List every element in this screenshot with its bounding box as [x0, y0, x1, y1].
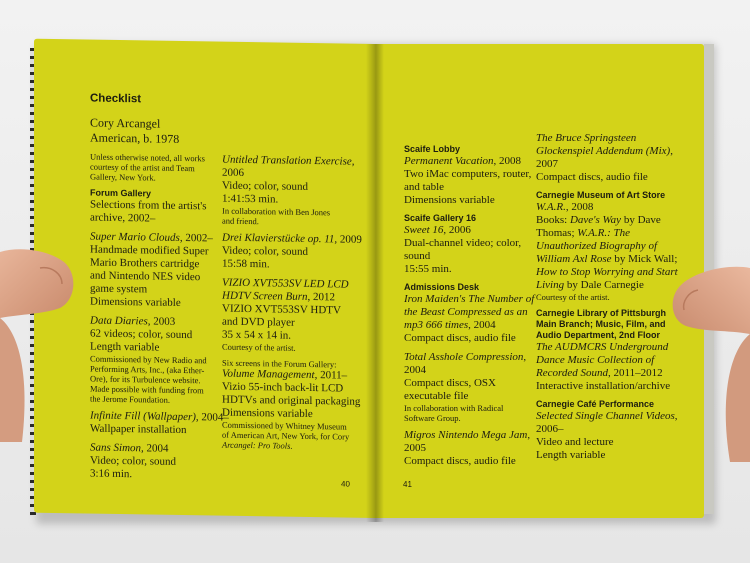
- entry-text: Scaife Lobby: [404, 144, 461, 154]
- entry-text: Video; color, sound: [222, 244, 308, 258]
- entry-text: Admissions Desk: [404, 282, 480, 292]
- entry-line: [404, 364, 544, 377]
- entry-suffix: , 2004–: [195, 411, 229, 424]
- entry-line: [404, 332, 544, 345]
- entry-text: Main Branch; Music, Film, and: [536, 319, 666, 329]
- entry-line: [404, 282, 544, 293]
- entry-text: 15:55 min.: [404, 263, 452, 275]
- entry-text: Dimensions variable: [90, 295, 181, 309]
- entry-suffix: by Dale Carnegie: [564, 279, 644, 291]
- entry-text: VIZIO XVT553SV HDTV: [222, 302, 341, 317]
- entry-text: Courtesy of the artist.: [536, 292, 610, 302]
- checklist-entry: [536, 132, 696, 184]
- entry-suffix: , 2011–: [314, 369, 348, 382]
- checklist-entry: [90, 410, 230, 438]
- entry-text: executable file: [404, 390, 469, 402]
- right-col-1: [404, 144, 544, 474]
- entry-line: [536, 158, 696, 171]
- entry-line: [404, 168, 544, 181]
- entry-text: Commissioned by New Radio and: [90, 353, 207, 366]
- entry-suffix: , 2006: [443, 224, 471, 236]
- entry-text: Courtesy of the artist.: [222, 341, 296, 353]
- entry-text: mp3 666 times: [404, 319, 469, 331]
- entry-text: Iron Maiden's The Number of: [404, 293, 535, 305]
- entry-line: [404, 306, 544, 319]
- entry-text: and Nintendo NES video: [90, 269, 201, 284]
- checklist-entry: [404, 351, 544, 423]
- entry-text: Migros Nintendo Mega Jam: [404, 429, 528, 441]
- entry-line: [536, 171, 696, 184]
- entry-text: of American Art, New York, for Cory: [222, 429, 350, 442]
- entry-text: 2007: [536, 158, 558, 170]
- entry-text: Compact discs, OSX: [404, 377, 496, 389]
- left-thumb: [0, 222, 80, 442]
- entry-line: [404, 181, 544, 194]
- note-line: Unless otherwise noted, all works: [90, 151, 205, 164]
- entry-line: [536, 201, 696, 214]
- right-thumb: [668, 262, 750, 462]
- entry-title-italic: W.A.R.: The: [577, 227, 631, 239]
- entry-line: [404, 442, 544, 455]
- note-line: Gallery, New York.: [90, 171, 156, 183]
- entry-text: VIZIO XVT553SV LED LCD: [222, 276, 349, 291]
- entry-line: [404, 213, 544, 224]
- entry-text: W.A.R.: [536, 201, 566, 213]
- entry-text: Untitled Translation Exercise,: [222, 153, 355, 168]
- checklist-entry: [90, 442, 230, 483]
- entry-text: Books:: [536, 214, 570, 226]
- entry-text: 35 x 54 x 14 in.: [222, 328, 292, 342]
- entry-text: Video; color, sound: [90, 454, 176, 468]
- entry-line: [404, 429, 544, 442]
- entry-text: Video; color, sound: [222, 179, 308, 193]
- entry-line: [404, 377, 544, 390]
- entry-line: [404, 319, 544, 332]
- entry-text: 2006–: [536, 423, 564, 435]
- entry-line: [404, 237, 544, 250]
- entry-line: [90, 423, 230, 438]
- entry-suffix: by Dave: [621, 214, 661, 226]
- checklist-heading: Checklist: [90, 92, 142, 106]
- entry-text: How to Stop Worrying and Start: [536, 266, 678, 278]
- entry-text: Total Asshole Compression: [404, 351, 524, 363]
- entry-suffix: by Mick Wall;: [611, 253, 678, 265]
- entry-line: [536, 240, 696, 253]
- entry-line: [404, 293, 544, 306]
- entry-text: 2004: [404, 364, 426, 376]
- entry-text: Two iMac computers, router,: [404, 168, 532, 180]
- entry-text: Six screens in the Forum Gallery:: [222, 357, 337, 370]
- entry-suffix: ,: [527, 429, 531, 441]
- entry-text: 3:16 min.: [90, 467, 133, 481]
- entry-suffix: ,: [674, 410, 678, 422]
- entry-line: [90, 394, 230, 406]
- checklist-entry: [404, 144, 544, 207]
- right-page: [374, 44, 704, 518]
- entry-text: Handmade modified Super: [90, 243, 209, 258]
- checklist-entry: [90, 315, 230, 406]
- checklist-entry: [222, 232, 372, 273]
- entry-text: Video and lecture: [536, 436, 614, 448]
- entry-text: Selected Single Channel Videos: [536, 410, 675, 422]
- entry-text: Software Group.: [404, 413, 461, 423]
- entry-text: Made possible with funding from: [90, 383, 204, 396]
- entry-line: [90, 468, 230, 483]
- entry-line: [404, 224, 544, 237]
- entry-suffix: , 2009: [334, 233, 362, 246]
- entry-line: [222, 258, 372, 273]
- entry-text: Unauthorized Biography of: [536, 240, 657, 252]
- artist-bio: American, b. 1978: [90, 130, 180, 146]
- entry-text: game system: [90, 282, 148, 296]
- entry-text: Thomas;: [536, 227, 578, 239]
- checklist-entry: [90, 231, 230, 311]
- entry-text: Sans Simon: [90, 441, 142, 455]
- entry-text: In collaboration with Ben Jones: [222, 205, 331, 218]
- entry-text: Scaife Gallery 16: [404, 213, 477, 223]
- checklist-entry: [222, 154, 372, 228]
- entry-line: [404, 155, 544, 168]
- entry-text: The Bruce Springsteen: [536, 132, 637, 144]
- entry-line: [404, 250, 544, 263]
- entry-text: Data Diaries: [90, 314, 148, 328]
- entry-line: [222, 440, 372, 452]
- checklist-entry: [404, 213, 544, 276]
- note-line: courtesy of the artist and Team: [90, 161, 195, 174]
- entry-line: [222, 216, 372, 228]
- entry-suffix: , 2008: [493, 155, 522, 167]
- entry-text: Commissioned by Whitney Museum: [222, 419, 347, 432]
- entry-text: and table: [404, 181, 445, 193]
- entry-suffix: ,: [670, 145, 673, 157]
- entry-text: Arcangel: Pro Tools.: [222, 439, 293, 451]
- entry-text: the Beast Compressed as an: [404, 306, 528, 318]
- entry-suffix: , 2004: [468, 319, 496, 331]
- entry-text: sound: [404, 250, 431, 262]
- entry-text: Audio Department, 2nd Floor: [536, 330, 661, 340]
- entry-text: archive, 2002–: [90, 211, 156, 225]
- entry-text: Infinite Fill (Wallpaper): [90, 409, 196, 424]
- entry-text: The AUDMCRS Underground: [536, 341, 669, 353]
- entry-suffix: , 2011–2012: [608, 367, 663, 379]
- entry-text: Volume Management: [222, 367, 315, 382]
- left-header: [90, 92, 205, 184]
- entry-text: Forum Gallery: [90, 187, 152, 199]
- entry-line: [536, 132, 696, 145]
- entry-text: Compact discs, audio file: [536, 171, 648, 183]
- entry-text: Length variable: [536, 449, 606, 461]
- entry-line: [222, 154, 372, 169]
- entry-text: Interactive installation/archive: [536, 380, 671, 392]
- entry-line: [536, 214, 696, 227]
- entry-suffix: ,: [523, 351, 527, 363]
- checklist-entry: [404, 282, 544, 345]
- entry-text: Dimensions variable: [404, 194, 495, 206]
- entry-line: [404, 455, 544, 468]
- entry-line: [536, 190, 696, 201]
- left-col-2: [222, 154, 372, 458]
- entry-line: [404, 403, 544, 413]
- entry-text: Carnegie Café Performance: [536, 399, 655, 409]
- entry-line: [404, 390, 544, 403]
- courtesy-note: [90, 152, 205, 184]
- entry-text: and DVD player: [222, 315, 295, 329]
- entry-text: Drei Klavierstücke op. 11: [222, 231, 335, 246]
- entry-text: Length variable: [90, 340, 160, 354]
- entry-text: Vizio 55-inch back-lit LCD: [222, 380, 344, 395]
- entry-text: 2005: [404, 442, 426, 454]
- checklist-entry: [222, 277, 372, 354]
- entry-suffix: , 2012: [307, 290, 336, 304]
- artist-name: Cory Arcangel: [90, 115, 161, 131]
- entry-line: [90, 296, 230, 311]
- entry-text: Mario Brothers cartridge: [90, 256, 200, 271]
- entry-line: [404, 413, 544, 423]
- entry-text: 15:58 min.: [222, 257, 270, 271]
- entry-text: 1:41:53 min.: [222, 192, 279, 206]
- entry-text: Carnegie Library of Pittsburgh: [536, 308, 667, 318]
- entry-text: 62 videos; color, sound: [90, 327, 193, 342]
- entry-suffix: , 2004: [141, 442, 169, 455]
- entry-line: [404, 263, 544, 276]
- entry-text: Living: [536, 279, 565, 291]
- entry-text: HDTV Screen Burn: [222, 289, 308, 303]
- entry-suffix: , 2003: [147, 315, 176, 328]
- entry-text: Sweet 16: [404, 224, 444, 236]
- checklist-entry: [222, 358, 372, 452]
- entry-text: and friend.: [222, 215, 259, 227]
- entry-line: [536, 145, 696, 158]
- entry-text: Recorded Sound: [536, 367, 608, 379]
- entry-text: Compact discs, audio file: [404, 455, 516, 467]
- entry-line: [404, 144, 544, 155]
- entry-text: In collaboration with Radical: [404, 403, 504, 413]
- entry-suffix: , 2008: [565, 201, 594, 213]
- entry-text: Performing Arts, Inc., (aka Ether-: [90, 363, 205, 376]
- entry-text: Dance Music Collection of: [536, 354, 655, 366]
- page-number-right: 41: [403, 480, 412, 489]
- entry-line: [404, 194, 544, 207]
- entry-text: Compact discs, audio file: [404, 332, 516, 344]
- book-gutter: [366, 44, 384, 522]
- checklist-entry: [90, 188, 230, 227]
- entry-line: [536, 227, 696, 240]
- left-page: [34, 39, 374, 518]
- entry-line: [90, 212, 230, 227]
- entry-title-italic: Dave's Way: [569, 214, 622, 226]
- entry-text: Glockenspiel Addendum (Mix): [536, 145, 671, 157]
- entry-text: 2006: [222, 166, 244, 179]
- entry-line: [404, 351, 544, 364]
- entry-suffix: , 2002–: [179, 231, 213, 245]
- entry-line: [222, 342, 372, 354]
- checklist-entry: [404, 429, 544, 468]
- entry-text: Ore), for its Turbulence website.: [90, 373, 201, 386]
- entry-text: Dimensions variable: [222, 406, 313, 421]
- entry-text: Super Mario Clouds: [90, 230, 180, 244]
- entry-text: Wallpaper installation: [90, 422, 187, 437]
- left-col-1: [90, 188, 230, 489]
- page-number-left: 40: [341, 479, 350, 489]
- entry-text: HDTVs and original packaging: [222, 393, 361, 408]
- entry-text: William Axl Rose: [536, 253, 612, 265]
- entry-text: Selections from the artist's: [90, 198, 207, 213]
- entry-text: Carnegie Museum of Art Store: [536, 190, 666, 200]
- entry-text: the Jerome Foundation.: [90, 393, 171, 405]
- entry-text: Permanent Vacation: [404, 155, 494, 167]
- entry-text: Dual-channel video; color,: [404, 237, 522, 249]
